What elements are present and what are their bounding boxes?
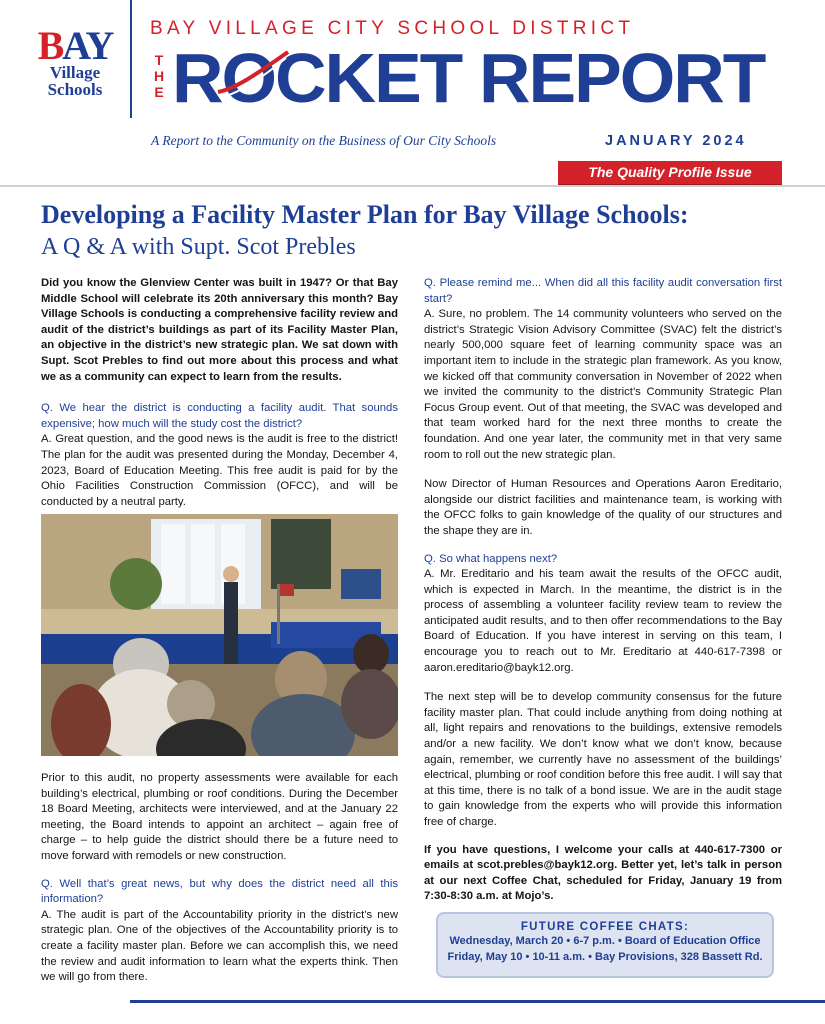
coffee-chats-box bbox=[436, 912, 774, 978]
question-1: Q. We hear the district is conducting a facility audit. That sounds expensive; how much will the study cost the district? bbox=[41, 402, 398, 430]
coffee-chat-2: Friday, May 10 • 10-11 a.m. • Bay Provisions, 328 Bassett Rd. bbox=[447, 951, 763, 963]
left-column-bottom bbox=[41, 771, 398, 1000]
left-column-top bbox=[41, 276, 398, 524]
article-headline: Developing a Facility Master Plan for Bay Village Schools: bbox=[41, 200, 689, 229]
issue-date: JANUARY 2024 bbox=[605, 133, 747, 149]
answer-1: A. Great question, and the good news is the audit is free to the district! The plan for the audit was presented during the Monday, December 4, 2023, Board of Education Meeting. This free audit is paid for by the Ohio Facilities Construction Commission (OFCC), and will be conducted by a neutral party. bbox=[41, 433, 398, 508]
logo-bay: BAY bbox=[37, 23, 113, 68]
logo-schools: Schools bbox=[47, 80, 103, 99]
masthead-divider bbox=[130, 0, 132, 118]
tagline: A Report to the Community on the Business of Our City Schools bbox=[151, 133, 497, 148]
article-subhead: A Q & A with Supt. Scot Prebles bbox=[41, 234, 356, 260]
question-2: Q. Well that’s great news, but why does the district need all this information? bbox=[41, 877, 398, 906]
director-paragraph: Now Director of Human Resources and Operations Aaron Ereditario, alongside our district facilities and maintenance team, is working with the OFCC folks to gain knowledge of the quality of our structures and the shape they are in. bbox=[424, 478, 782, 537]
contact-paragraph: If you have questions, I welcome your calls at 440-617-7300 or emails at scot.prebles@bayk12.org. Better yet, let’s talk in person at our next Coffee Chat, scheduled for Friday, January 19 from 7:30-8:30 a.m. at Mojo’s. bbox=[424, 843, 782, 903]
right-column bbox=[424, 276, 782, 917]
issue-banner: The Quality Profile Issue bbox=[558, 161, 782, 187]
district-logo bbox=[36, 23, 114, 99]
newsletter-title: ROCKET REPORT bbox=[172, 39, 765, 117]
question-4: Q. So what happens next? bbox=[424, 552, 558, 565]
footer-rule bbox=[130, 1000, 825, 1003]
next-step-paragraph: The next step will be to develop community consensus for the future facility master plan. That could include anything from doing nothing at all, light repairs and renovations to the buildings, extensive remodels and/or a new facility. We don’t know what we don’t know, because again, remember, we currently have no assessment of the buildings’ electrical, plumbing or roof condition before this free audit. I will say that at this time, there is no talk of a bond issue. We are in the audit stage to gain knowledge from the experts who will provide this information free of charge. bbox=[424, 691, 782, 828]
answer-2: A. The audit is part of the Accountability priority in the district’s new strategic plan. One of the objectives of the Accountability priority is to create a facility master plan. Before we can accomplish this, we need the review and audit information to learn what the experts think. Then we will go from there. bbox=[41, 908, 398, 984]
board-meeting-photo bbox=[41, 514, 398, 756]
rocket-icon bbox=[212, 48, 292, 104]
coffee-chats-title: FUTURE COFFEE CHATS: bbox=[520, 921, 690, 933]
masthead-the: T H E bbox=[153, 52, 165, 100]
prior-paragraph: Prior to this audit, no property assessments were available for each building’s electrical, plumbing or roof conditions. During the December 18 Board Meeting, architects were interviewed, and at the January 22 meeting, the Board intends to appoint an architect – again free of charge – to help guide the district should there be a future need to move forward with remodels or new construction. bbox=[41, 772, 398, 862]
district-name: BAY VILLAGE CITY SCHOOL DISTRICT bbox=[150, 18, 635, 39]
logo-village: Village bbox=[49, 63, 101, 82]
question-3: Q. Please remind me... When did all this facility audit conversation first start? bbox=[424, 277, 782, 305]
lead-paragraph: Did you know the Glenview Center was built in 1947? Or that Bay Middle School will celebrate its 20th anniversary this month? Bay Village Schools is conducting a comprehensive facility review and audit of the district’s buildings as part of its Facility Master Plan, an objective in the district’s new strategic plan. We sat down with Supt. Scot Prebles to find out more about this process and what we as a community can expect to learn from the results. bbox=[41, 277, 398, 383]
answer-3: A. Sure, no problem. The 14 community volunteers who served on the district’s Strategic Vision Advisory Committee (SVAC) felt the district’s nearly 500,000 square feet of learning community space was an important item to include in the strategic plan framework. As you know, we kicked off that community conversation in November of 2022 when we invited the community to the district’s Community Strategic Plan Focus Group event. Out of that meeting, the SVAC was developed and that team worked hard for the next three months to create the foundation. And one year later, the community met in that very same room to roll out the new strategic plan. bbox=[424, 308, 782, 461]
meeting-scene-illustration bbox=[41, 514, 398, 756]
masthead-rule bbox=[0, 185, 825, 187]
answer-4: A. Mr. Ereditario and his team await the results of the OFCC audit, which is expected in March. In the meantime, the district is in the process of assembling a volunteer facility review team to review the anticipated audit results, and to then offer recommendations to the Bay Board of Education. If you have interest in serving on this team, I encourage you to reach out to Mr. Ereditario at 440-617-7398 or aaron.ereditario@bayk12.org. bbox=[424, 568, 782, 674]
coffee-chat-1: Wednesday, March 20 • 6-7 p.m. • Board of Education Office bbox=[449, 935, 761, 947]
